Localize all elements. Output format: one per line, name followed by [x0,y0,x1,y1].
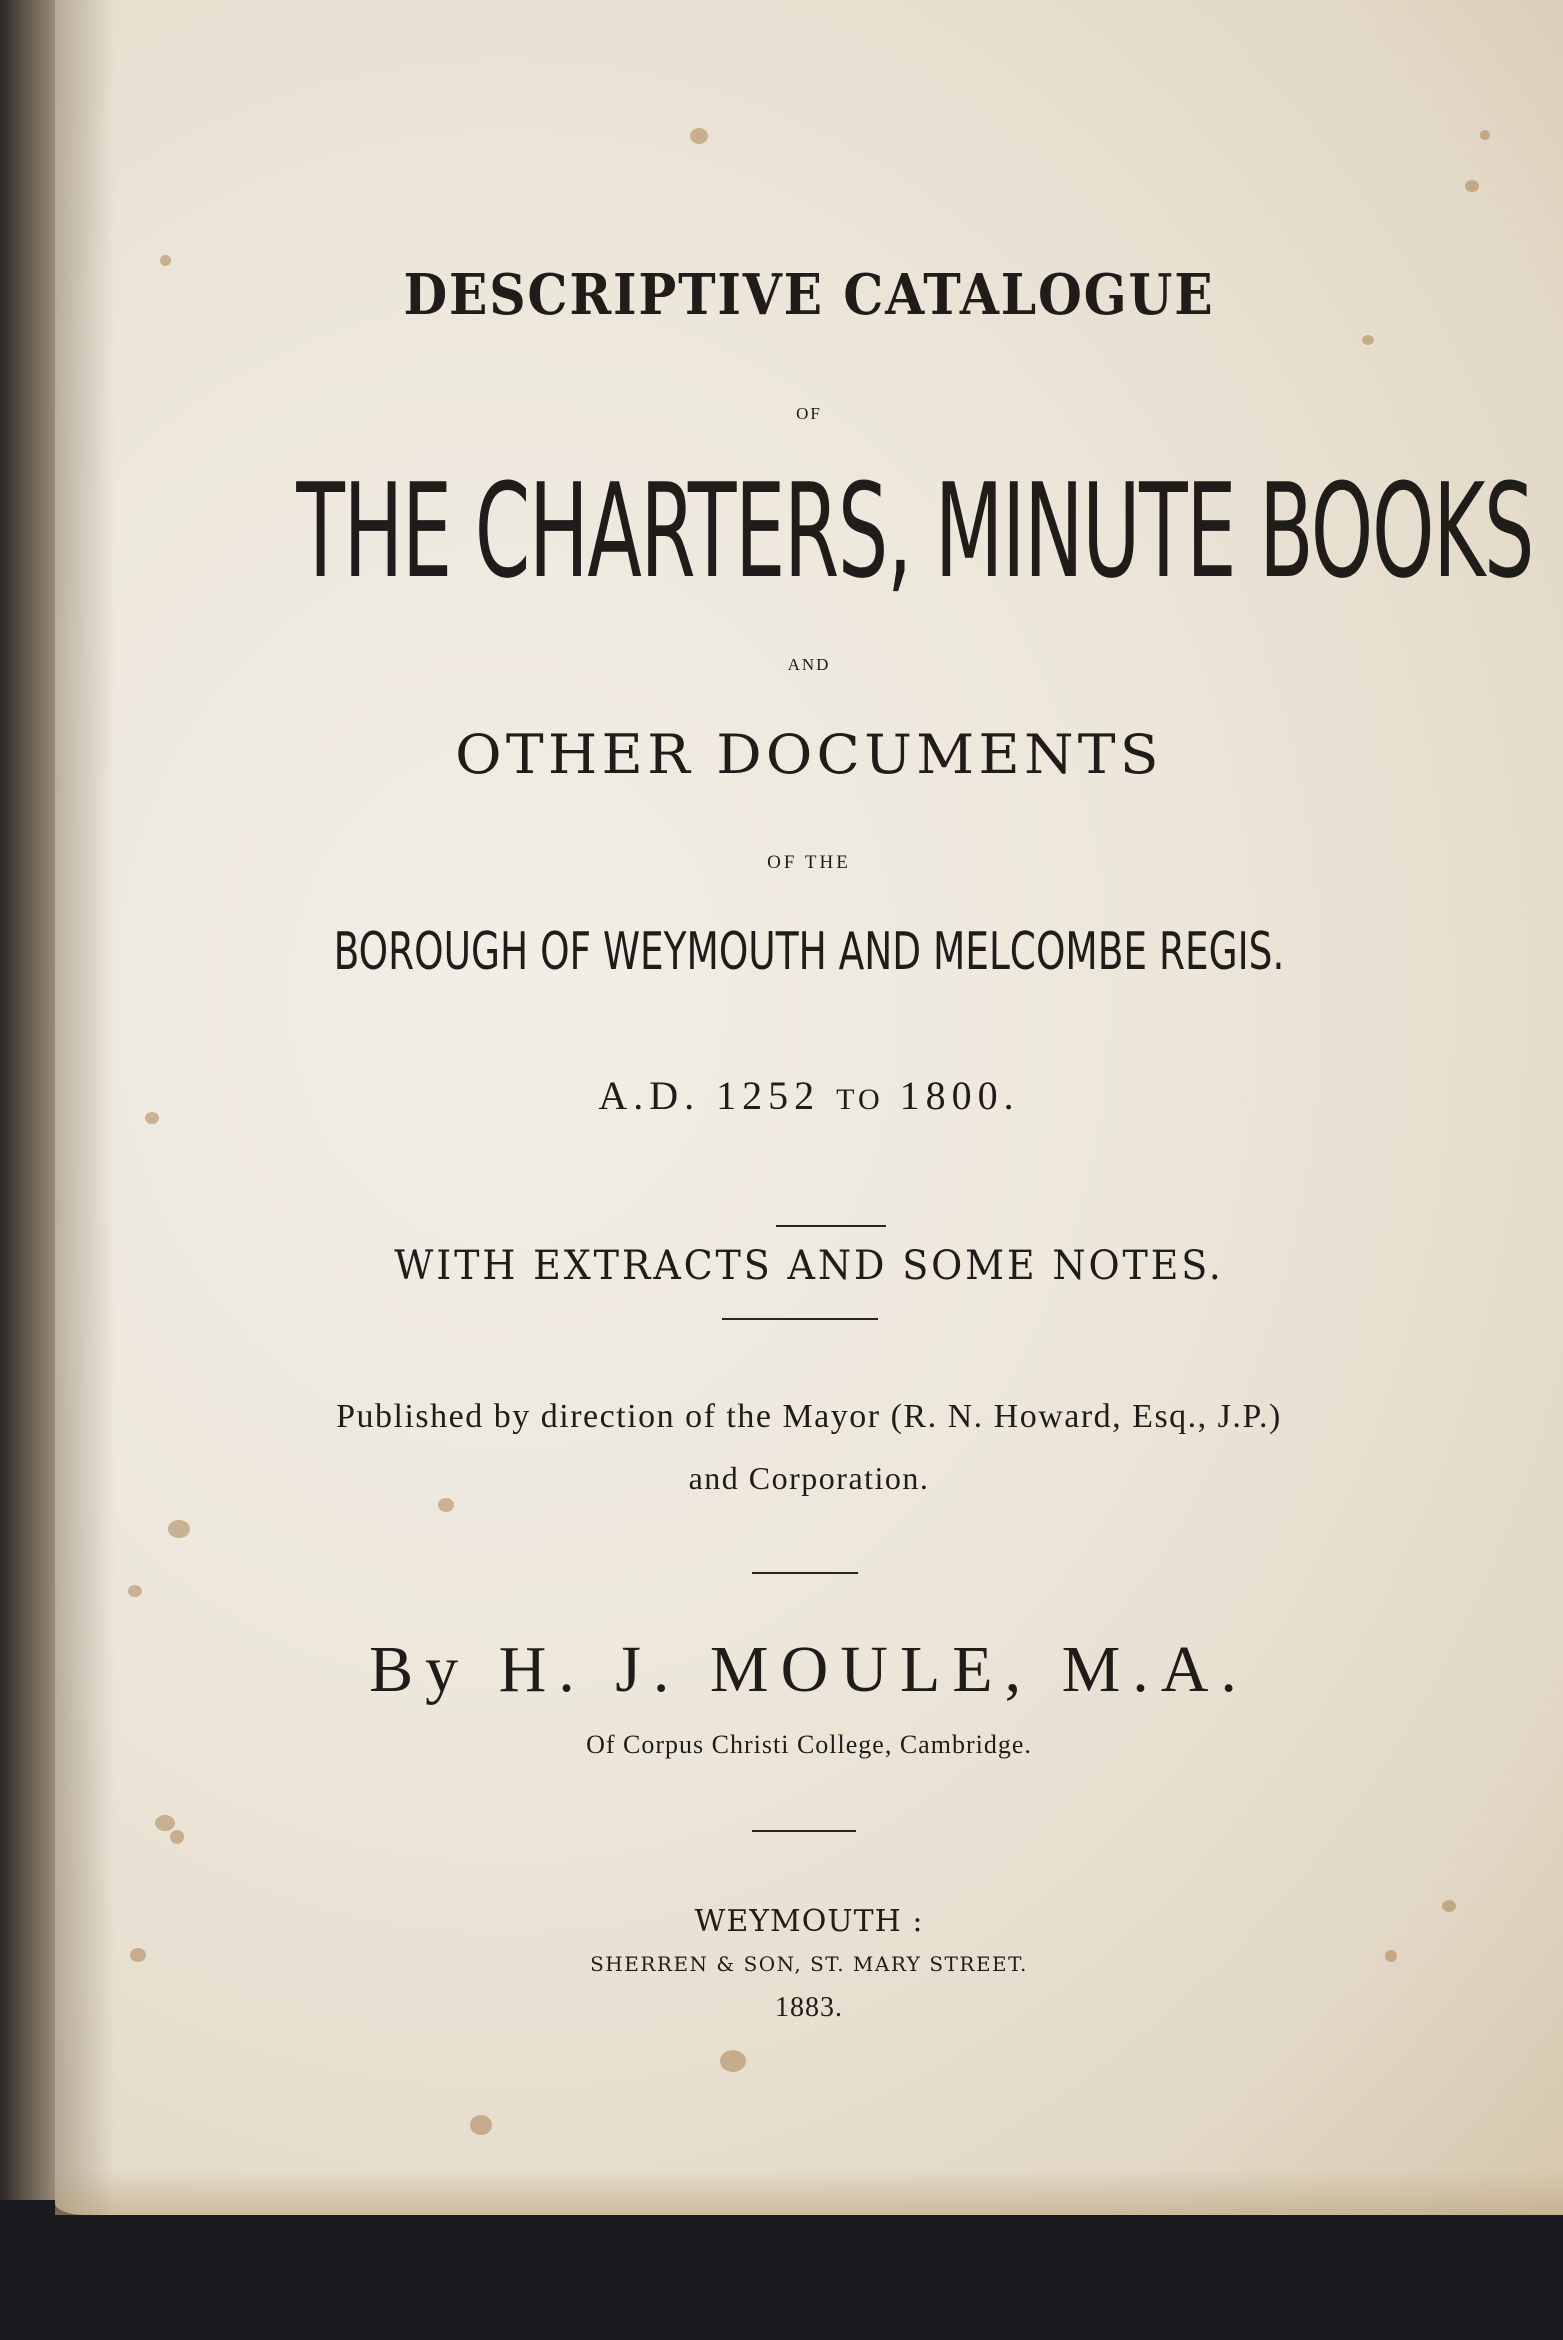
imprint-printer: SHERREN & SON, ST. MARY STREET. [590,1952,1028,1976]
divider-rule [752,1572,858,1574]
title-line-charters: THE CHARTERS, MINUTE BOOKS [296,455,1534,607]
divider-rule [752,1830,856,1832]
foxing-spot [155,1815,175,1831]
page-bottom-edge [55,2170,1563,2215]
publication-note-line2: and Corporation. [688,1460,930,1496]
foxing-spot [168,1520,190,1538]
date-to: TO [836,1083,884,1116]
foxing-spot [1362,335,1374,345]
connector-of-the: OF THE [767,852,851,873]
foxing-spot [170,1830,184,1844]
subtitle-extracts: WITH EXTRACTS AND SOME NOTES. [394,1243,1224,1289]
foxing-spot [128,1585,142,1597]
divider-rule [722,1318,878,1320]
foxing-spot [720,2050,746,2072]
foxing-spot [470,2115,492,2135]
author-affiliation: Of Corpus Christi College, Cambridge. [586,1730,1032,1759]
date-end: 1800. [899,1073,1020,1118]
imprint-year: 1883. [775,1992,843,2023]
foxing-spot [690,128,708,144]
divider-rule [776,1225,886,1227]
date-start: 1252 [716,1073,821,1118]
imprint-place: WEYMOUTH : [694,1904,924,1939]
date-range [55,1072,1563,1119]
foxing-spot [1465,180,1479,192]
date-ad: A.D. [598,1073,701,1118]
connector-of: OF [796,404,822,423]
connector-and: AND [787,655,831,674]
publication-note-line1: Published by direction of the Mayor (R. N. Howard, Esq., J.P.) [336,1398,1282,1435]
foxing-spot [1480,130,1490,140]
title-line-borough: BOROUGH OF WEYMOUTH AND MELCOMBE REGIS. [333,922,1285,982]
author-line: By H. J. MOULE, M.A. [369,1633,1249,1706]
title-line-other-documents: OTHER DOCUMENTS [455,723,1163,786]
title-line-descriptive-catalogue: DESCRIPTIVE CATALOGUE [403,262,1215,328]
foxing-spot [438,1498,454,1512]
